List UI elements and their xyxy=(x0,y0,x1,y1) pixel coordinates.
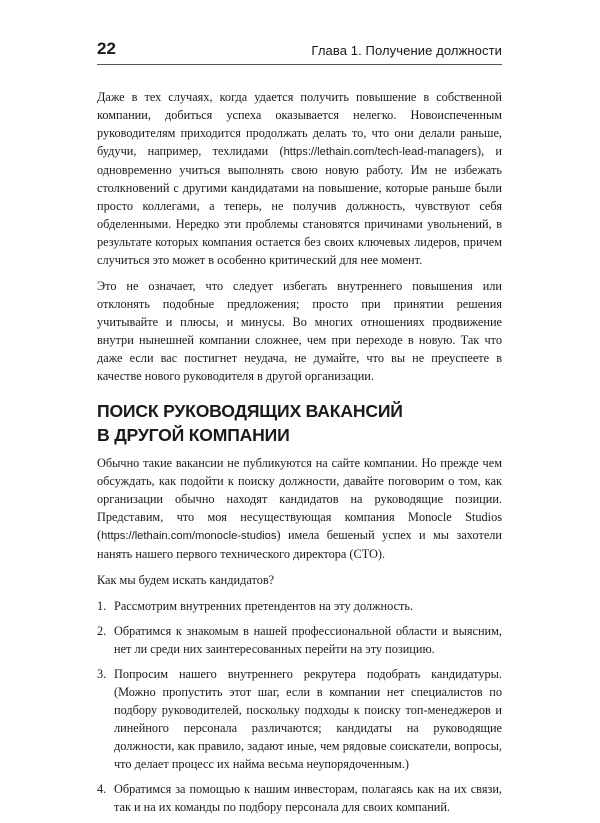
paragraph-1-text-end: ), и одновременно учиться выполнять свою новую работу. Им не избежать столкновений с другими кандидатами на повышение, которые раньше были просто коллегами, а теперь, не получив должность, чувствуют себя обделенными. Нередко эти проблемы становятся причинами увольнений, в результате которых компания остается без своих ключевых лидеров, причем случиться это может в особенно критический для нее момент. xyxy=(97,144,502,267)
list-item xyxy=(97,780,502,816)
list-item xyxy=(97,597,502,615)
list-item-text: Обратимся к знакомым в нашей профессиональной области и выясним, нет ли среди них заинтересованных перейти на эту позицию. xyxy=(114,624,502,656)
section-heading xyxy=(97,399,502,447)
section-heading-line-2: В ДРУГОЙ КОМПАНИИ xyxy=(97,425,290,445)
list-item-number: 1. xyxy=(97,599,107,613)
section-intro-text-end: ) имела бешеный успех и мы захотели нанять нашего первого технического директора (CTO). xyxy=(97,528,502,561)
paragraph-1 xyxy=(97,88,502,269)
list-item-text: Попросим нашего внутреннего рекрутера подобрать кандидатуры. (Можно пропустить этот шаг, если в компании нет специалистов по подбору руководителей, поскольку подходы к поиску топ-менеджеров и линейного персонала различаются; кандидаты на руководящие должности, как правило, задают иные, чем рядовые соискатели, вопросы, что делает процесс их найма весьма неупорядоченным.) xyxy=(114,667,502,771)
list-item-number: 2. xyxy=(97,624,107,638)
running-header xyxy=(97,38,502,65)
chapter-title: Глава 1. Получение должности xyxy=(311,43,502,58)
page-number: 22 xyxy=(97,39,116,58)
paragraph-1-text-start: Даже в тех случаях, когда удается получить повышение в собственной компании, добиться успеха оказывается нелегко. Новоиспеченным руководителям приходится продолжать делать то, что они делали раньше, будучи, например, техлидами ( xyxy=(97,90,502,158)
list-item xyxy=(97,622,502,658)
page-body xyxy=(97,88,502,823)
url-monocle-studios[interactable]: https://lethain.com/monocle-studios xyxy=(101,530,277,542)
numbered-list xyxy=(97,597,502,816)
list-item-number: 3. xyxy=(97,667,107,681)
list-item-text: Обратимся за помощью к нашим инвесторам, полагаясь как на их связи, так и на их команды по подбору персонала для своих компаний. xyxy=(114,782,502,814)
section-intro xyxy=(97,454,502,563)
section-heading-line-1: ПОИСК РУКОВОДЯЩИХ ВАКАНСИЙ xyxy=(97,401,403,421)
url-tech-lead-managers[interactable]: https://lethain.com/tech-lead-managers xyxy=(283,146,477,158)
list-item xyxy=(97,665,502,773)
section-intro-text-start: Обычно такие вакансии не публикуются на сайте компании. Но прежде чем обсуждать, как подойти к поиску должности, давайте поговорим о том, как организации обычно находят кандидатов на руководящие позиции. Представим, что моя несуществующая компания Monocle Studios ( xyxy=(97,456,502,542)
section-question: Как мы будем искать кандидатов? xyxy=(97,573,275,587)
list-item-text: Рассмотрим внутренних претендентов на эту должность. xyxy=(114,599,414,613)
list-item-number: 4. xyxy=(97,782,107,796)
paragraph-2: Это не означает, что следует избегать внутреннего повышения или отклонять подобные предложения; просто при принятии решения учитывайте и плюсы, и минусы. Во многих отношениях продвижение внутри нынешней компании сложнее, чем при переходе в новую. Так что даже если вас постигнет неудача, не думайте, что вы не преуспеете в качестве нового руководителя в другой организации. xyxy=(97,279,502,383)
